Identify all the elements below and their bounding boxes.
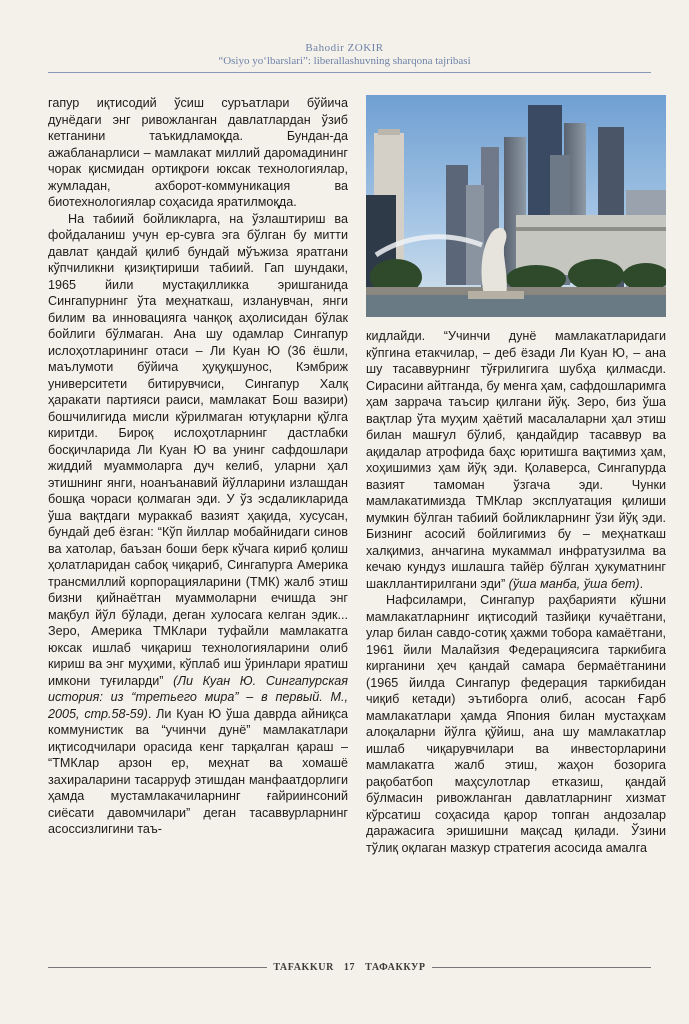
body-text: . [639,576,644,591]
paragraph [366,592,666,856]
header-rule [48,72,651,73]
body-text: На табиий бойликларга, на ўзлаштириш ва фойдаланиш учун ер-сувга эга бўлган бу митти давлат қандай қилиб бундай мўъжиза яратгани кўпчиликни қизиқтириши табиий. Гап шундаки, 1965 йили мустақилликка эришганида Сингапурнинг ўта меҳнаткаш, изланувчан, янги билим ва инновацияга чанқоқ аҳолисидан бўлак бойлиги бўлмаган. Ана шу одамлар Сингапур ислоҳотларининг отаси – Ли Куан Ю (36 ёшли, маълумоти бўйича ҳуқуқшунос, Кэмбриж университети битирувчиси, Сингапур Халқ ҳаракати партияси раиси, мамлакат Бош вазири) бошчилигида мисли кўрилмаган ютуқларни қўлга киритди. Бироқ ислоҳотларнинг дастлабки босқичларида Ли Куан Ю ва унинг сафдошлари жиддий муаммоларга дуч келиб, уларни ҳал этишнинг янги, ноанъанавий йўлларини излашдан бошқа чораси қолмаган эди. У ўз эсдаликларида ўша вақтдаги мураккаб вазият ҳақида, хусусан, бундай деб ёзган: “Кўп йиллар мобайнидаги синов ва хатолар, баъзан боши берк кўчага кириб қолиш ҳолатларидан сабоқ чиқариб, Сингапурга Америка трансмиллий корпорацияларини (ТМК) жалб этиш бизни қийнаётган муаммоларни ечишда энг мақбул йўл бўлади, деган хулосага келган эдик... Зеро, Америка ТМКлари туфайли мамлакатга юксак ишлаб чиқариш технологияларини олиб кириш ва энг муҳими, кўплаб иш ўринлари яратиш имкони туғиларди” [48,211,348,688]
citation-text: (Ли Куан Ю. Сингапурская история: из “третьего мира” – в первый. М., 2005, стр.58-59) [48,673,348,721]
body-text: кидлайди. “Учинчи дунё мамлакатларидаги кўпгина етакчилар, – деб ёзади Ли Куан Ю, – ана шу тасаввурнинг тўғрилигига шубҳа қилмасди. Сирасини айтганда, бу менга ҳам, сафдошларимга ҳам заррача таъсир қилгани йўқ. Зеро, биз ўша вақтлар ўта муҳим ҳаётий масалаларни ҳал этиш билан машғул бўлиб, қандайдир тасаввур ва ақидалар атрофида баҳс юритишга вақтимиз ҳам, хоҳишимиз ҳам йўқ эди. Қолаверса, Сингапурда вазият тамоман ўзгача эди. Чунки мамлакатимизда ТМКлар эксплуатация қилиши мумкин бўлган табиий бойликларнинг ўзи йўқ эди. Бизнинг асосий бойлигимиз бу – меҳнаткаш халқимиз, анчагина мукаммал инфратузилма ва кечаю кундуз ишлашга тайёр бўлган ҳукуматнинг шакллантирилгани эди” [366,329,666,591]
footer-rule-right [432,967,651,968]
footer-rule-left [48,967,267,968]
citation-text: (ўша манба, ўша бет) [508,576,640,591]
paragraph [366,328,666,592]
body-text: . Ли Куан Ю ўша даврда айниқса коммунистик ва “учинчи дунё” мамлакатлари иқтисодчилари орасида кенг тарқалган қараш – “ТМКлар арзон ер, меҳнат ва хомашё захираларини тасарруф этишдан манфаатдорлиги ҳамда мустамлакачиларнинг ғайриинсоний сиёсати давомчилари” деган тасаввурларнинг асоссизлигини таъ- [48,706,348,836]
paragraph [48,95,348,211]
right-text-column [366,328,666,856]
left-text-column [48,95,348,838]
footer-journal-latin: TAFAKKUR [273,962,334,973]
body-text: Нафсиламри, Сингапур раҳбарияти кўшни мамлакатларнинг иқтисодий тазйиқи кучаётгани, улар билан савдо-сотиқ ҳажми тобора камаётгани, 1961 йили Малайзия Федерациясига таркибига кирганини ҳеч қандай самара бермаётганини (1965 йилда Сингапур федерация таркибидан чиқиб кетади) эътиборга олиб, асосан Ғарб мамлакатлари ҳамда Япония билан мустаҳкам алоқаларни йўлга қўйиш, ана шу мамлакатлар ишлаб чиқарувчилари ва инвесторларини мамлакатга жалб этиш, жаҳон бозорига рақобатбоп маҳсулотлар етказиш, қандай бўлмасин ривожланган давлатларнинг хизмат кўрсатиш соҳасида қарор топган андозалар даражасига эришишни мақсад қилади. Ўзини тўлиқ оқлаган мазкур стратегия асосида амалга [366,593,666,855]
footer-journal-cyrillic: ТАФАККУР [365,962,426,973]
page-footer [48,962,651,973]
header-author: Bahodir ZOKIR [305,42,384,54]
page-number: 17 [343,962,356,973]
header-article-title: “Osiyo yo‘lbarslari”: liberallashuvning sharqona tajribasi [218,55,471,67]
singapore-skyline-photo [366,95,666,317]
running-header [0,42,689,68]
paragraph [48,211,348,838]
body-text: гапур иқтисодий ўсиш суръатлари бўйича дунёдаги энг ривожланган давлатлардан ўзиб кетганини таъкидламоқда. Бундан-да ажабланарлиси – мамлакат миллий даромадининг чорак қисмидан ортиқроғи юксак технологиялар, жумладан, ахборот-коммуникация ва биотехнологиялар соҳасида яратилмоқда. [48,96,348,209]
